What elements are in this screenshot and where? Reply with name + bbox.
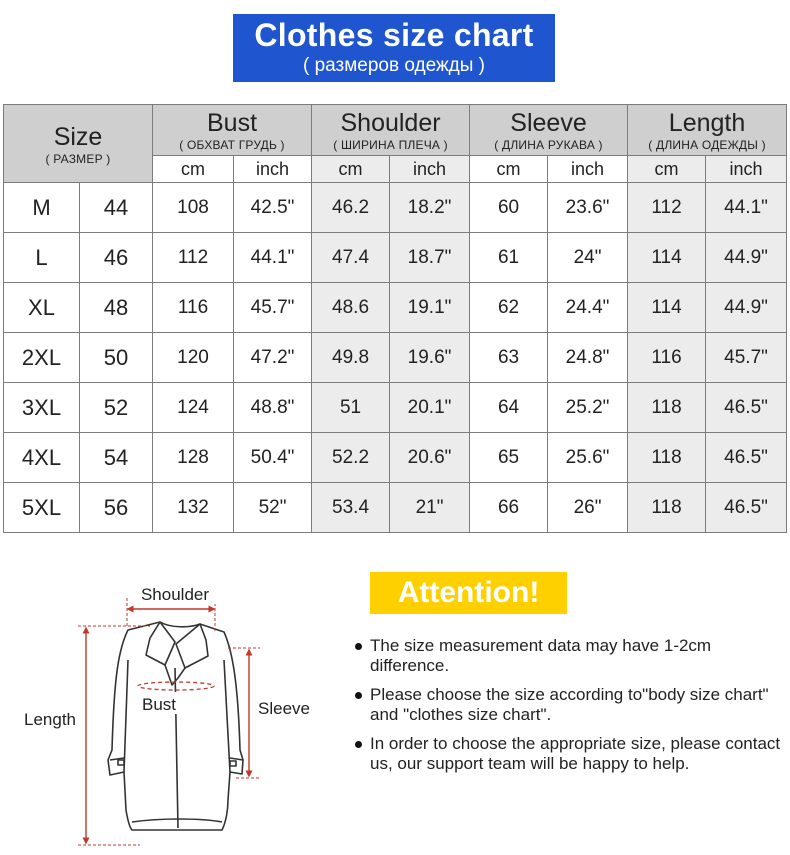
measurement-cell: 44.9" [706, 233, 787, 283]
sleeve-header-subtitle: ( ДЛИНА РУКАВА ) [494, 138, 603, 152]
measurement-cell: 24.8" [548, 333, 628, 383]
bullet-icon [355, 643, 362, 650]
measurement-cell: 18.2" [390, 183, 470, 233]
measurement-cell: 48.8" [234, 383, 312, 433]
bust-header-title: Bust [207, 109, 258, 137]
table-row [4, 433, 787, 483]
length-measure [78, 626, 150, 845]
unit-cell: cm [153, 156, 234, 183]
measurement-cell: 52" [234, 483, 312, 533]
length-header-subtitle: ( ДЛИНА ОДЕЖДЫ ) [648, 138, 766, 152]
size-header-subtitle: ( РАЗМЕР ) [45, 151, 111, 166]
length-header-title: Length [668, 109, 746, 137]
note-item [352, 685, 787, 725]
measurement-cell: 20.6" [390, 433, 470, 483]
sleeve-header-title: Sleeve [510, 109, 587, 137]
diagram-bust-label: Bust [141, 695, 177, 714]
measurement-cell: 44.1" [706, 183, 787, 233]
unit-cell: inch [234, 156, 312, 183]
ru-size-cell: 54 [80, 433, 153, 483]
table-row [4, 333, 787, 383]
measurement-cell: 112 [628, 183, 706, 233]
unit-cell: cm [312, 156, 390, 183]
measurement-cell: 18.7" [390, 233, 470, 283]
measurement-cell: 25.2" [548, 383, 628, 433]
measurement-cell: 47.4 [312, 233, 390, 283]
measurement-cell: 116 [628, 333, 706, 383]
measurement-cell: 44.9" [706, 283, 787, 333]
table-row [4, 283, 787, 333]
ru-size-cell: 56 [80, 483, 153, 533]
measurement-cell: 65 [470, 433, 548, 483]
bust-header [153, 105, 312, 156]
ru-size-cell: 48 [80, 283, 153, 333]
shoulder-header-subtitle: ( ШИРИНА ПЛЕЧА ) [333, 138, 448, 152]
coat-illustration [0, 560, 330, 850]
ru-size-cell: 52 [80, 383, 153, 433]
note-text: Please choose the size according to"body size chart" and "clothes size chart". [370, 685, 769, 724]
bust-header-subtitle: ( ОБХВАТ ГРУДЬ ) [179, 138, 285, 152]
page-title: Clothes size chart [254, 17, 534, 53]
coat-outline [108, 622, 243, 830]
measurement-cell: 118 [628, 483, 706, 533]
note-item [352, 636, 787, 676]
attention-banner: Attention! [370, 572, 567, 614]
note-text: In order to choose the appropriate size, please contact us, our support team will be happy to help. [370, 734, 781, 773]
measurement-cell: 132 [153, 483, 234, 533]
measurement-cell: 21" [390, 483, 470, 533]
diagram-length-label: Length [24, 710, 76, 729]
measurement-cell: 60 [470, 183, 548, 233]
diagram-shoulder-label: Shoulder [140, 585, 210, 604]
table-row [4, 183, 787, 233]
measurement-cell: 45.7" [234, 283, 312, 333]
measurement-cell: 118 [628, 433, 706, 483]
bullet-icon [355, 741, 362, 748]
ru-size-cell: 46 [80, 233, 153, 283]
table-header-row [4, 105, 787, 156]
measurement-cell: 52.2 [312, 433, 390, 483]
note-item [352, 734, 787, 774]
measurement-cell: 45.7" [706, 333, 787, 383]
measurement-cell: 128 [153, 433, 234, 483]
size-label-cell: 2XL [4, 333, 80, 383]
measurement-cell: 120 [153, 333, 234, 383]
bullet-icon [355, 692, 362, 699]
measurement-cell: 49.8 [312, 333, 390, 383]
shoulder-header-title: Shoulder [340, 109, 441, 137]
measurement-cell: 46.5" [706, 383, 787, 433]
measurement-cell: 53.4 [312, 483, 390, 533]
measurement-cell: 114 [628, 233, 706, 283]
shoulder-header [312, 105, 470, 156]
unit-cell: inch [548, 156, 628, 183]
size-label-cell: 3XL [4, 383, 80, 433]
measurement-cell: 23.6" [548, 183, 628, 233]
measurement-cell: 51 [312, 383, 390, 433]
size-label-cell: 5XL [4, 483, 80, 533]
measurement-cell: 46.5" [706, 483, 787, 533]
size-label-cell: M [4, 183, 80, 233]
length-header [628, 105, 787, 156]
size-label-cell: L [4, 233, 80, 283]
measurement-cell: 124 [153, 383, 234, 433]
measurement-cell: 46.5" [706, 433, 787, 483]
measurement-cell: 46.2 [312, 183, 390, 233]
size-header [4, 105, 153, 183]
size-label-cell: XL [4, 283, 80, 333]
size-chart-table [3, 104, 787, 533]
measurement-cell: 19.6" [390, 333, 470, 383]
measurement-cell: 118 [628, 383, 706, 433]
measurement-cell: 24" [548, 233, 628, 283]
measurement-cell: 62 [470, 283, 548, 333]
unit-cell: inch [390, 156, 470, 183]
table-row [4, 383, 787, 433]
table-row [4, 483, 787, 533]
measurement-cell: 47.2" [234, 333, 312, 383]
note-text: The size measurement data may have 1-2cm difference. [370, 636, 712, 675]
measurement-cell: 112 [153, 233, 234, 283]
measurement-cell: 108 [153, 183, 234, 233]
measurement-cell: 61 [470, 233, 548, 283]
measurement-cell: 66 [470, 483, 548, 533]
size-label-cell: 4XL [4, 433, 80, 483]
measurement-cell: 44.1" [234, 233, 312, 283]
unit-cell: inch [706, 156, 787, 183]
coat-measurement-diagram [0, 560, 330, 850]
size-header-title: Size [53, 122, 103, 151]
measurement-cell: 64 [470, 383, 548, 433]
measurement-cell: 50.4" [234, 433, 312, 483]
table-row [4, 233, 787, 283]
measurement-cell: 63 [470, 333, 548, 383]
measurement-cell: 20.1" [390, 383, 470, 433]
measurement-cell: 114 [628, 283, 706, 333]
sleeve-header [470, 105, 628, 156]
measurement-cell: 19.1" [390, 283, 470, 333]
size-rows [4, 183, 787, 533]
measurement-cell: 48.6 [312, 283, 390, 333]
measurement-cell: 25.6" [548, 433, 628, 483]
page-subtitle: ( размеров одежды ) [302, 55, 486, 76]
measurement-cell: 24.4" [548, 283, 628, 333]
ru-size-cell: 50 [80, 333, 153, 383]
attention-notes [352, 636, 787, 783]
ru-size-cell: 44 [80, 183, 153, 233]
title-banner [233, 14, 555, 82]
unit-cell: cm [628, 156, 706, 183]
unit-cell: cm [470, 156, 548, 183]
measurement-cell: 42.5" [234, 183, 312, 233]
diagram-sleeve-label: Sleeve [258, 699, 310, 718]
measurement-cell: 26" [548, 483, 628, 533]
measurement-cell: 116 [153, 283, 234, 333]
